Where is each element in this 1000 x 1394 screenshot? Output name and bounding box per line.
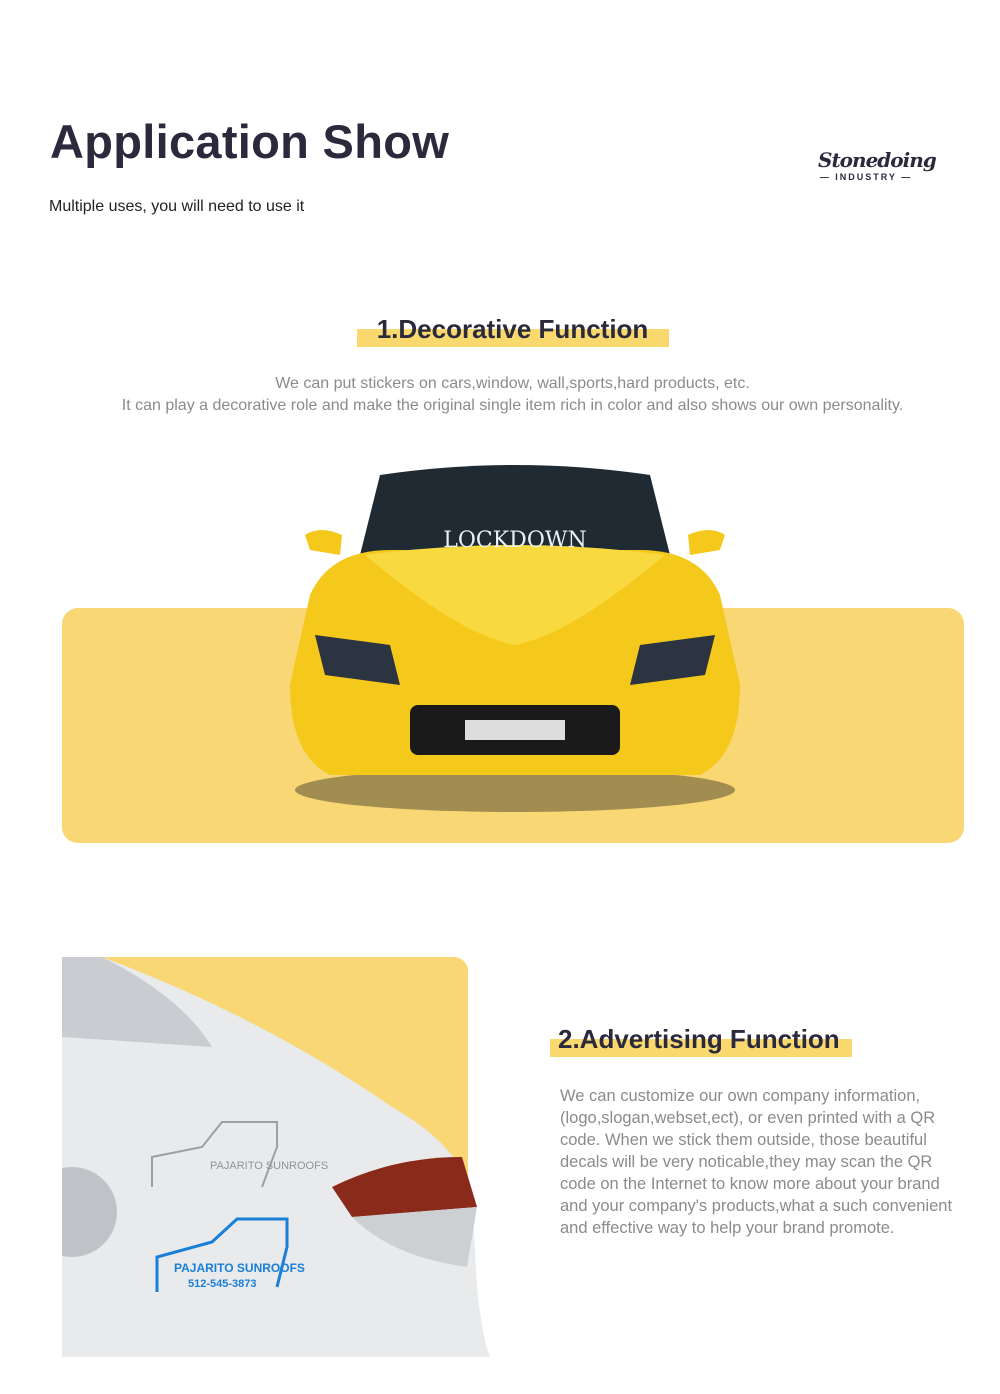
sticker-name: PAJARITO SUNROOFS	[174, 1261, 305, 1275]
logo-sub-text: INDUSTRY	[835, 172, 897, 182]
section2-description: We can customize our own company information, (logo,slogan,webset,ect), or even printed with a QR code. When we stick them outside, those beautiful decals will be very noticable,they may scan the QR code on the Internet to know more about your brand and your company's products,what a such convenient and effective way to help your brand promote.	[560, 1087, 953, 1237]
section1-description	[0, 373, 1000, 417]
decal-text: LOCKDOWN	[443, 528, 587, 553]
section1-heading: 1.Decorative Function	[376, 314, 649, 344]
logo-sub: — INDUSTRY —	[819, 172, 913, 182]
yellow-car-image	[270, 455, 760, 815]
page-subtitle: Multiple uses, you will need to use it	[49, 198, 305, 215]
sticker-phone: 512-545-3873	[188, 1278, 257, 1290]
section2-heading: 2.Advertising Function	[558, 1024, 840, 1054]
sticker-ghost: PAJARITO SUNROOFS	[210, 1160, 329, 1172]
desc-line: We can put stickers on cars,window, wall,sports,hard products, etc.	[275, 375, 750, 392]
brand-logo	[818, 148, 936, 182]
desc-line: It can play a decorative role and make the original single item rich in color and also shows our own personality.	[121, 397, 904, 414]
white-car-image	[62, 957, 492, 1357]
page-title: Application Show	[50, 115, 450, 168]
logo-brand: Stonedoing	[818, 148, 936, 172]
